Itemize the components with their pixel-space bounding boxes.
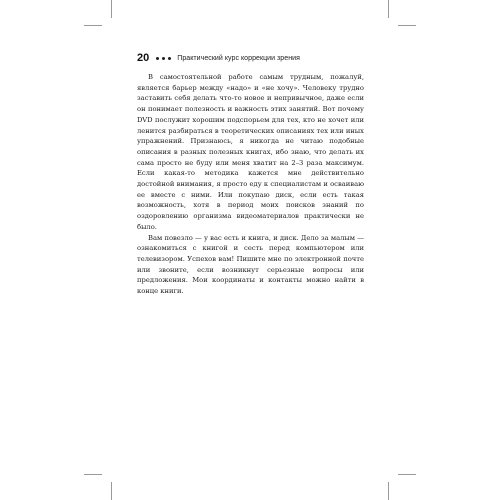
page-number: 20	[137, 52, 150, 64]
crop-mark	[111, 482, 112, 500]
paragraph: Вам повезло — у вас есть и книга, и диск. Дело за малым — ознакомиться с книгой и сесть перед компьютером или телевизором. Успехов вам! Пишите мне по электронной почте или звоните, если возникнут серьезные вопросы или предложения. Мои координаты и контакты можно найти в конце книги.	[137, 233, 364, 296]
crop-mark	[84, 25, 102, 26]
crop-mark	[111, 0, 112, 18]
running-title: Практический курс коррекции зрения	[177, 54, 300, 62]
crop-mark	[398, 474, 416, 475]
running-header	[137, 51, 300, 65]
crop-mark	[388, 0, 389, 18]
crop-mark	[398, 25, 416, 26]
body-text	[137, 72, 364, 297]
crop-mark	[84, 474, 102, 475]
separator-dots-icon	[156, 57, 171, 60]
crop-mark	[388, 482, 389, 500]
paragraph: В самостоятельной работе самым трудным, пожалуй, является барьер между «надо» и «не хочу». Человеку трудно заставить себя делать что-то новое и непривычное, даже если он понимает полезность и важность этих занятий. Вот почему DVD послужит хорошим подспорьем для тех, кто не хочет или ленится разбираться в теоретических описаниях тех или иных упражнений. Признаюсь, я никогда не читаю подобные описания в разных полезных книгах, ибо знаю, что делать их сама просто не буду или меня хватит на 2–3 раза максимум. Если какая-то методика кажется мне действительно достойной внимания, я просто еду к специалистам и осваиваю ее вместе с ними. Или покупаю диск, если есть такая возможность, хотя в период моих поисков знаний по оздоровлению организма видеоматериалов практически не было.	[137, 73, 364, 231]
